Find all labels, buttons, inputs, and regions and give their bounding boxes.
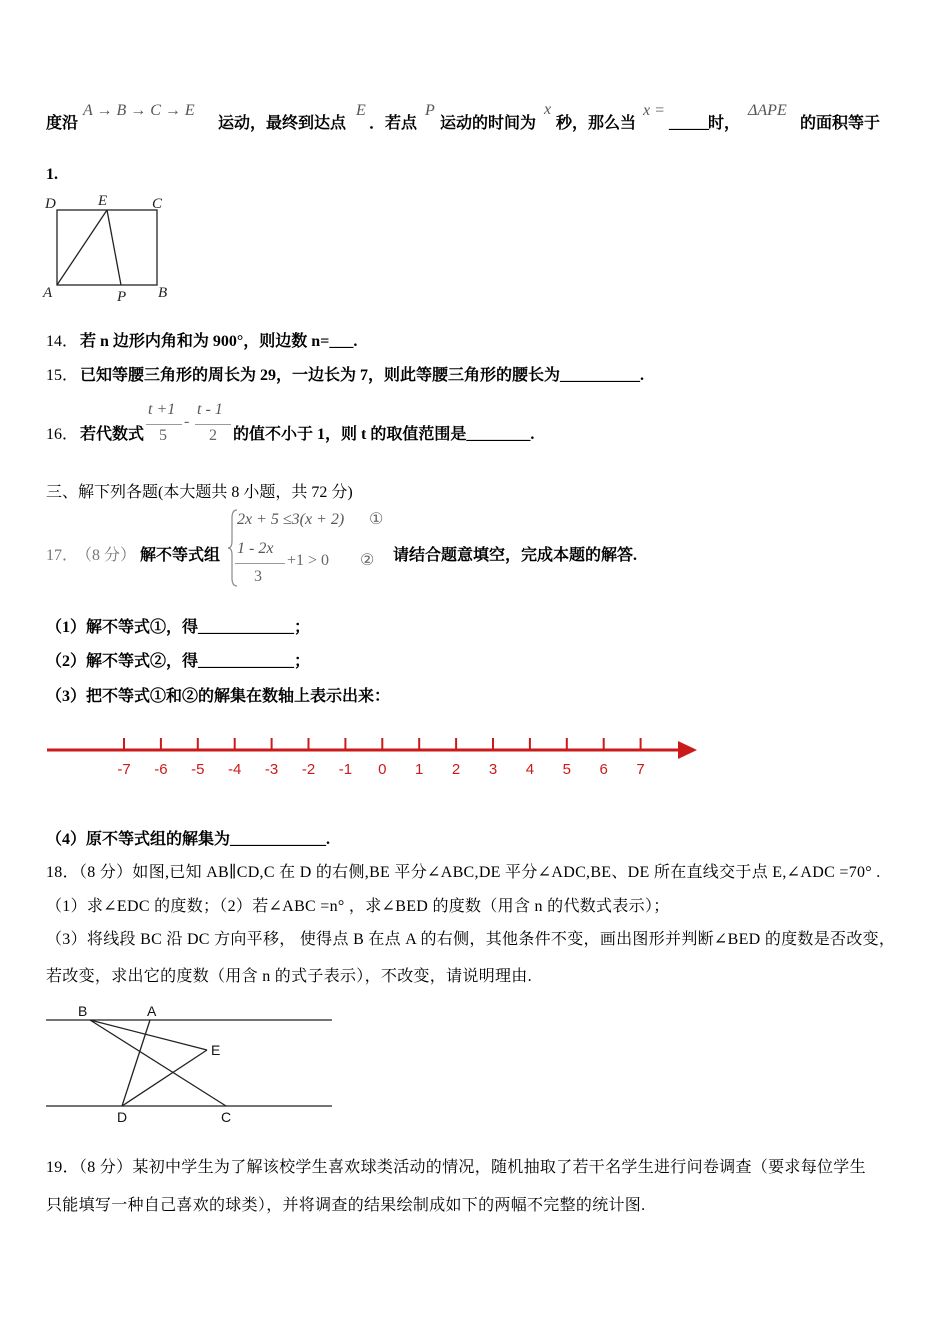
q16-text-after: 的值不小于 1，则 t 的取值范围是________. xyxy=(233,426,535,443)
number-line-label: 2 xyxy=(451,761,461,778)
q17-part-4[interactable]: （4）原不等式组的解集为____________. xyxy=(46,831,331,848)
label-d: D xyxy=(117,1109,128,1125)
number-line-label: -2 xyxy=(301,761,316,778)
q18-line-3: （3）将线段 BC 沿 DC 方向平移， 使得点 B 在点 A 的右侧，其他条件不变，画出图形并判断∠BED 的度数是否改变， xyxy=(46,931,896,948)
q13-figure xyxy=(40,190,180,305)
label-a: A xyxy=(147,1003,157,1019)
q17-inequality-2-numerator: 1 - 2x xyxy=(237,540,274,557)
q16-frac2-denominator: 2 xyxy=(209,427,217,444)
q13-answer-blank[interactable]: _____ xyxy=(669,115,709,132)
label-e: E xyxy=(211,1042,221,1058)
number-line-label: -7 xyxy=(117,761,131,778)
q13-text-4: 运动的时间为 xyxy=(440,115,537,132)
q17-inequality-1: 2x + 5 ≤3(x + 2) xyxy=(237,511,345,528)
q19-line-1: 19．（8 分）某初中学生为了解该校学生喜欢球类活动的情况，随机抽取了若干名学生进行问卷调查（要求每位学生 xyxy=(46,1159,866,1176)
segment-ep xyxy=(107,210,121,285)
label-d: D xyxy=(45,196,56,212)
q17-lead: 解不等式组 xyxy=(140,547,221,564)
q17-part-2[interactable]: （2）解不等式②，得____________； xyxy=(46,653,311,670)
segment-de xyxy=(122,1050,207,1106)
q13-text-2: 运动，最终到达点 xyxy=(218,115,347,132)
q17-mark-1: ① xyxy=(369,511,384,528)
number-line-label: -4 xyxy=(228,761,242,778)
number-line-label: 3 xyxy=(488,761,498,778)
q16-minus-sign: - xyxy=(184,413,190,430)
q17-inequality-2-rest: +1 > 0 xyxy=(287,552,330,569)
q13-text-5: 秒，那么当 xyxy=(556,115,637,132)
q13-value: 1. xyxy=(46,166,58,183)
rectangle-abcd xyxy=(57,210,157,285)
number-line-label: 4 xyxy=(525,761,535,778)
q16-frac1-denominator: 5 xyxy=(159,427,167,444)
q17-inequality-2-denominator: 3 xyxy=(254,568,262,585)
number-line-label: 7 xyxy=(636,761,645,778)
q16-frac2-bar xyxy=(195,424,231,425)
q18-line-4: 若改变，求出它的度数（用含 n 的式子表示），不改变，请说明理由. xyxy=(46,968,532,985)
q13-path-math: A → B → C → E xyxy=(83,102,195,119)
q16-number: 16． xyxy=(46,426,79,443)
q13-x-equals: x = xyxy=(643,102,665,119)
label-a: A xyxy=(43,285,53,301)
number-line-label: 6 xyxy=(599,761,608,778)
q14-number: 14． xyxy=(46,333,79,350)
q13-triangle: ΔAPE xyxy=(748,102,787,119)
q19-line-2: 只能填写一种自己喜欢的球类），并将调查的结果绘制成如下的两幅不完整的统计图. xyxy=(46,1197,646,1214)
number-line-arrow-icon xyxy=(678,741,697,759)
label-b: B xyxy=(158,285,168,301)
q17-mark-2: ② xyxy=(360,552,375,569)
segment-ad xyxy=(122,1020,150,1106)
q13-point-e: E xyxy=(356,102,366,119)
q17-number: 17． xyxy=(46,547,79,564)
q17-score: （8 分） xyxy=(76,547,137,564)
number-line xyxy=(40,730,710,785)
label-c: C xyxy=(221,1109,232,1125)
q16-frac2-numerator: t - 1 xyxy=(197,401,223,418)
number-line-label: -6 xyxy=(154,761,168,778)
q17-inequality-2-bar xyxy=(235,563,285,564)
q16-text-before: 若代数式 xyxy=(80,426,145,443)
section-3-title: 三、解下列各题(本大题共 8 小题，共 72 分) xyxy=(46,484,353,501)
q16-frac1-bar xyxy=(146,424,182,425)
q17-tail: 请结合题意填空，完成本题的解答. xyxy=(393,547,638,564)
q16-frac1-numerator: t +1 xyxy=(148,401,176,418)
q15-number: 15． xyxy=(46,367,79,384)
q18-line-1: 18．（8 分）如图,已知 AB∥CD,C 在 D 的右侧,BE 平分∠ABC,DE 平分∠ADC,BE、DE 所在直线交于点 E,∠ADC =70° . xyxy=(46,864,881,881)
q13-point-p: P xyxy=(425,102,435,119)
q18-line-2: （1）求∠EDC 的度数；（2）若∠ABC =n° ，求∠BED 的度数（用含 n 的代数式表示）； xyxy=(46,898,670,915)
q17-part-1[interactable]: （1）解不等式①，得____________； xyxy=(46,619,311,636)
segment-bc xyxy=(90,1020,226,1106)
number-line-label: -3 xyxy=(264,761,279,778)
q13-text-7: 的面积等于 xyxy=(800,115,881,132)
number-line-label: 0 xyxy=(378,761,387,778)
label-e: E xyxy=(98,193,108,209)
q13-var-x: x xyxy=(544,101,552,118)
q14-text: 若 n 边形内角和为 900°，则边数 n=___. xyxy=(80,333,358,350)
q18-figure xyxy=(40,1000,340,1128)
q13-text-1: 度沿 xyxy=(46,115,79,132)
q17-part-3: （3）把不等式①和②的解集在数轴上表示出来： xyxy=(46,688,391,705)
label-p: P xyxy=(117,289,127,305)
number-line-label: -5 xyxy=(191,761,205,778)
label-c: C xyxy=(152,196,163,212)
label-b: B xyxy=(78,1003,88,1019)
segment-ae xyxy=(57,210,107,285)
number-line-label: 1 xyxy=(415,761,424,778)
number-line-label: 5 xyxy=(562,761,571,778)
q15-text: 已知等腰三角形的周长为 29，一边长为 7，则此等腰三角形的腰长为__________. xyxy=(80,367,645,384)
q13-text-3: ．若点 xyxy=(369,115,418,132)
number-line-label: -1 xyxy=(338,761,353,778)
q13-text-6: 时， xyxy=(708,115,741,132)
